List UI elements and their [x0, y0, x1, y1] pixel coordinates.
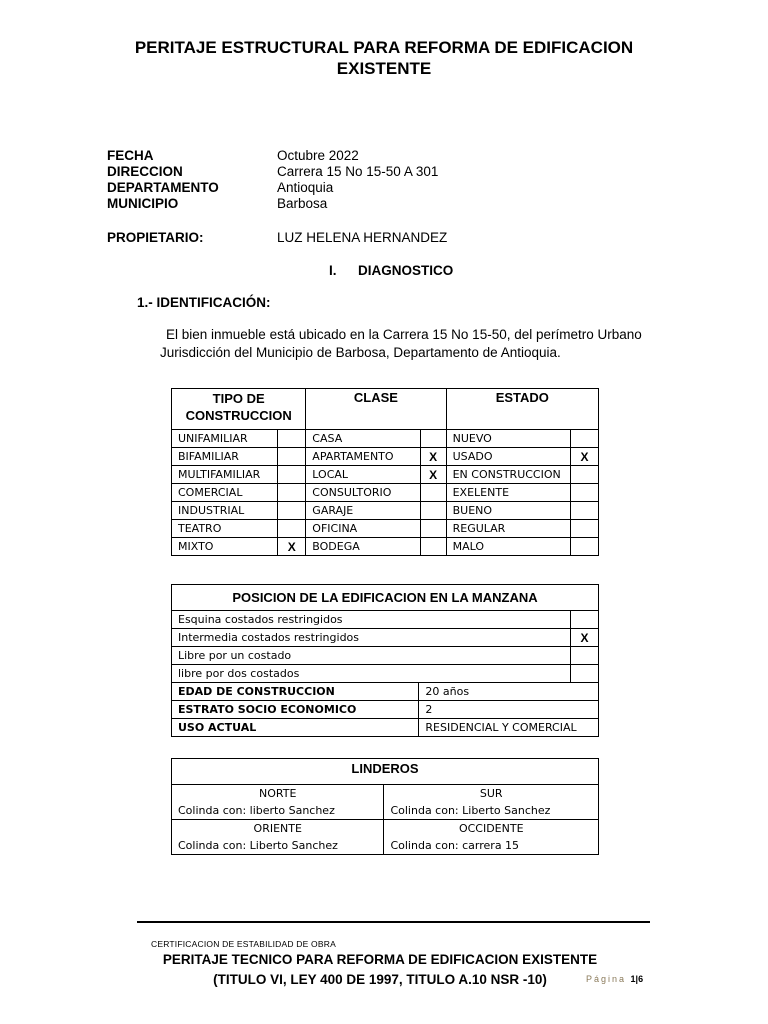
tipo-cell: MIXTO	[172, 538, 278, 556]
position-table	[171, 584, 599, 737]
footer-line-2: (TITULO VI, LEY 400 DE 1997, TITULO A.10 NSR -10)	[213, 972, 547, 987]
table-row	[172, 647, 599, 665]
lindero-cell	[384, 820, 599, 855]
position-mark	[571, 665, 599, 683]
tipo-cell: BIFAMILIAR	[172, 448, 278, 466]
position-header: POSICION DE LA EDIFICACION EN LA MANZANA	[172, 585, 599, 611]
meta-label-direccion: DIRECCION	[107, 164, 183, 179]
tipo-mark	[278, 520, 306, 538]
estado-cell: REGULAR	[446, 520, 570, 538]
identification-paragraph: El bien inmueble está ubicado en la Carrera 15 No 15-50, del perímetro Urbano Jurisdicción del Municipio de Barbosa, Departamento de Antioquia.	[160, 327, 642, 360]
meta-value-municipio: Barbosa	[277, 196, 328, 211]
estado-mark	[570, 466, 598, 484]
estado-mark	[570, 538, 598, 556]
table-row	[172, 701, 599, 719]
header-clase: CLASE	[306, 389, 446, 430]
estado-mark	[570, 430, 598, 448]
section-number: I.	[329, 263, 337, 278]
lindero-cell	[384, 785, 599, 820]
info-value: 2	[419, 701, 599, 719]
lindero-cell	[172, 785, 384, 820]
lindero-direction: NORTE	[259, 787, 297, 800]
tipo-mark: X	[278, 538, 306, 556]
page-label: Página	[586, 974, 627, 984]
meta-value-fecha: Octubre 2022	[277, 148, 359, 163]
table-row	[172, 683, 599, 701]
table-row	[172, 719, 599, 737]
lindero-direction: SUR	[479, 787, 503, 800]
table-row	[172, 665, 599, 683]
clase-mark	[420, 538, 446, 556]
clase-cell: BODEGA	[306, 538, 420, 556]
info-label: EDAD DE CONSTRUCCION	[172, 683, 419, 701]
table-row	[172, 611, 599, 629]
clase-cell: LOCAL	[306, 466, 420, 484]
estado-cell: EN CONSTRUCCION	[446, 466, 570, 484]
tipo-cell: MULTIFAMILIAR	[172, 466, 278, 484]
tipo-cell: UNIFAMILIAR	[172, 430, 278, 448]
header-estado: ESTADO	[446, 389, 598, 430]
clase-cell: GARAJE	[306, 502, 420, 520]
estado-cell: USADO	[446, 448, 570, 466]
footer-title	[150, 950, 610, 990]
table-row	[172, 466, 599, 484]
clase-mark	[420, 520, 446, 538]
estado-mark	[570, 502, 598, 520]
tipo-mark	[278, 484, 306, 502]
table-row	[172, 785, 599, 820]
tipo-mark	[278, 502, 306, 520]
meta-label-fecha: FECHA	[107, 148, 154, 163]
info-label: ESTRATO SOCIO ECONOMICO	[172, 701, 419, 719]
lindero-text: Colinda con: liberto Sanchez	[178, 804, 335, 817]
table-row	[172, 520, 599, 538]
table-row	[172, 484, 599, 502]
clase-cell: CASA	[306, 430, 420, 448]
position-mark	[571, 647, 599, 665]
meta-label-municipio: MUNICIPIO	[107, 196, 179, 211]
footer-divider	[137, 921, 650, 923]
lindero-text: Colinda con: Liberto Sanchez	[178, 839, 338, 852]
meta-label-departamento: DEPARTAMENTO	[107, 180, 219, 195]
tipo-mark	[278, 466, 306, 484]
position-option: Libre por un costado	[172, 647, 571, 665]
tipo-mark	[278, 430, 306, 448]
meta-value-direccion: Carrera 15 No 15-50 A 301	[277, 164, 439, 179]
table-row	[172, 448, 599, 466]
position-mark: X	[571, 629, 599, 647]
tipo-cell: COMERCIAL	[172, 484, 278, 502]
header-tipo: TIPO DE CONSTRUCCION	[172, 389, 306, 430]
estado-cell: EXELENTE	[446, 484, 570, 502]
estado-mark	[570, 520, 598, 538]
owner-value: LUZ HELENA HERNANDEZ	[277, 230, 448, 245]
clase-mark	[420, 502, 446, 520]
estado-cell: BUENO	[446, 502, 570, 520]
owner-label: PROPIETARIO:	[107, 230, 204, 245]
clase-mark: X	[420, 448, 446, 466]
page-value: 1|6	[630, 974, 644, 984]
table-row	[172, 820, 599, 855]
table-row	[172, 629, 599, 647]
lindero-direction: ORIENTE	[253, 822, 302, 835]
meta-value-departamento: Antioquia	[277, 180, 334, 195]
table-row	[172, 502, 599, 520]
clase-cell: CONSULTORIO	[306, 484, 420, 502]
position-mark	[571, 611, 599, 629]
clase-mark	[420, 430, 446, 448]
lindero-text: Colinda con: carrera 15	[390, 839, 520, 852]
clase-cell: APARTAMENTO	[306, 448, 420, 466]
position-option: Esquina costados restringidos	[172, 611, 571, 629]
lindero-text: Colinda con: Liberto Sanchez	[390, 804, 551, 817]
footer-certification: CERTIFICACION DE ESTABILIDAD DE OBRA	[151, 939, 336, 949]
document-title: PERITAJE ESTRUCTURAL PARA REFORMA DE EDIFICACION EXISTENTE	[134, 38, 634, 78]
tipo-mark	[278, 448, 306, 466]
info-value: RESIDENCIAL Y COMERCIAL	[419, 719, 599, 737]
estado-cell: MALO	[446, 538, 570, 556]
info-label: USO ACTUAL	[172, 719, 419, 737]
linderos-table	[171, 758, 599, 855]
estado-mark: X	[570, 448, 598, 466]
clase-cell: OFICINA	[306, 520, 420, 538]
clase-mark	[420, 484, 446, 502]
tipo-cell: INDUSTRIAL	[172, 502, 278, 520]
estado-mark	[570, 484, 598, 502]
position-option: libre por dos costados	[172, 665, 571, 683]
lindero-cell	[172, 820, 384, 855]
estado-cell: NUEVO	[446, 430, 570, 448]
info-value: 20 años	[419, 683, 599, 701]
linderos-header: LINDEROS	[172, 759, 599, 785]
lindero-direction: OCCIDENTE	[458, 822, 524, 835]
clase-mark: X	[420, 466, 446, 484]
page-number	[586, 974, 643, 984]
footer-line-1: PERITAJE TECNICO PARA REFORMA DE EDIFICACION EXISTENTE	[162, 952, 598, 967]
table-row	[172, 538, 599, 556]
subsection-title: 1.- IDENTIFICACIÓN:	[137, 295, 271, 310]
construction-table	[171, 388, 599, 556]
section-title: DIAGNOSTICO	[358, 263, 454, 278]
table-row	[172, 430, 599, 448]
tipo-cell: TEATRO	[172, 520, 278, 538]
position-option: Intermedia costados restringidos	[172, 629, 571, 647]
